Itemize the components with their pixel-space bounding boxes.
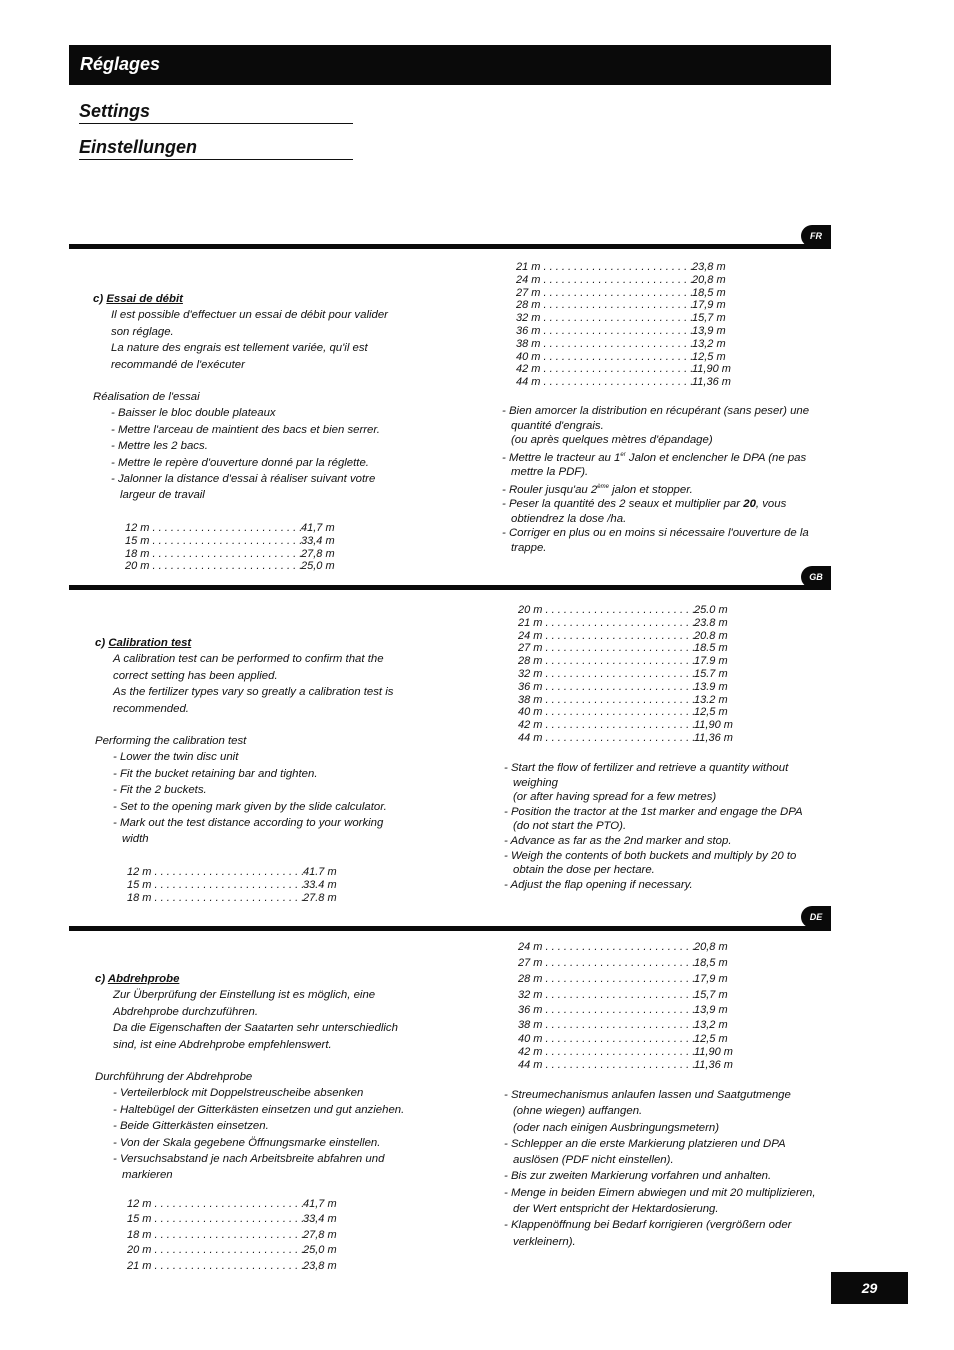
table-row: 28 m . . . 17.9 m [518,655,754,668]
table-row: 18 m . . . 27.8 m [127,892,363,905]
gb-procedure-item: - Set to the opening mark given by the slide calculator. [113,800,387,813]
table-row: 38 m . . . 13,2 m [516,338,752,351]
table-row: 28 m . . . 17,9 m [516,299,752,312]
gb-steps [504,761,816,892]
gb-step: - Start the flow of fertilizer and retrieve a quantity without weighing [504,762,789,789]
fr-intro-line: Il est possible d'effectuer un essai de débit pour valider [111,309,388,322]
table-row: 38 m . . . 13,2 m [518,1018,754,1033]
de-procedure-title: Durchführung der Abdrehprobe [95,1071,253,1084]
section-rule-gb [69,585,831,590]
table-row: 44 m . . . 11,36 m [518,732,754,745]
gb-procedure-item: - Fit the 2 buckets. [113,784,207,797]
fr-steps [502,404,812,556]
table-row: 38 m . . . 13.2 m [518,694,754,707]
table-row: 44 m . . . 11,36 m [516,376,752,389]
gb-intro-line: As the fertilizer types vary so greatly a calibration test is [113,686,394,699]
table-row: 20 m . . . 25,0 m [125,560,361,573]
gb-intro-line: correct setting has been applied. [113,669,278,682]
gb-left-column [95,635,425,848]
fr-intro-line: La nature des engrais est tellement variée, qu'il est [111,342,368,355]
gb-procedure-item: - Lower the twin disc unit [113,751,239,764]
de-procedure-item: - Beide Gitterkästen einsetzen. [113,1120,269,1133]
table-row: 20 m . . . 25,0 m [127,1243,363,1258]
de-procedure-item: - Verteilerblock mit Doppelstreuscheibe absenken [113,1087,364,1100]
de-step: - Menge in beiden Eimern abwiegen und mit 20 multiplizieren, der Wert entspricht der Hektardosierung. [504,1186,816,1216]
fr-table-left [125,522,361,573]
gb-step: - Position the tractor at the 1st marker and engage the DPA (do not start the PTO). [504,805,803,833]
fr-procedure-title: Réalisation de l'essai [93,391,200,404]
fr-step: - Peser la quantité des 2 seaux et multiplier par 20, vous obtiendrez la dose /ha. [502,498,787,525]
table-row: 20 m . . . 25.0 m [518,604,754,617]
de-heading: c) Abdrehprobe [95,973,180,985]
table-row: 15 m . . . 33,4 m [127,1212,363,1227]
table-row: 40 m . . . 12,5 m [518,706,754,719]
de-table-left [127,1197,363,1274]
table-row: 21 m . . . 23,8 m [516,261,752,274]
de-step: - Schlepper an die erste Markierung platzieren und DPA auslösen (PDF nicht einstellen). [504,1137,786,1167]
table-row: 24 m . . . 20.8 m [518,630,754,643]
table-row: 32 m . . . 15,7 m [516,312,752,325]
table-row: 42 m . . . 11,90 m [516,363,752,376]
de-step: - Streumechanismus anlaufen lassen und Saatgutmenge (ohne wiegen) auffangen. [504,1089,791,1118]
table-row: 28 m . . . 17,9 m [518,972,754,987]
gb-step: - Weigh the contents of both buckets and multiply by 20 to obtain the dose per hectare. [504,849,797,877]
header-bar [69,45,831,85]
de-step: - Klappenöffnung bei Bedarf korrigieren (vergrößern oder verkleinern). [504,1219,792,1248]
fr-step: - Bien amorcer la distribution en récupérant (sans peser) une quantité d'engrais. [502,405,810,432]
table-row: 21 m . . . 23,8 m [127,1259,363,1274]
fr-procedure-item: - Mettre l'arceau de maintient des bacs et bien serrer. [111,423,380,436]
fr-step: (ou après quelques mètres d'épandage) [511,434,713,447]
page-title: Réglages [80,54,161,74]
table-row: 18 m . . . 27,8 m [125,548,361,561]
de-procedure-item: - Von der Skala gegebene Öffnungsmarke einstellen. [113,1136,381,1149]
page-number: 29 [831,1272,908,1304]
table-row: 42 m . . . 11,90 m [518,719,754,732]
lang-tab-de: DE [801,906,831,928]
de-intro-line: Zur Überprüfung der Einstellung ist es möglich, eine [113,989,376,1002]
section-rule-de [69,926,831,931]
de-intro-line: Da die Eigenschaften der Saatarten sehr unterschiedlich [113,1022,398,1035]
fr-procedure-item: - Mettre les 2 bacs. [111,440,208,453]
table-row: 18 m . . . 27,8 m [127,1228,363,1243]
fr-step: - Rouler jusqu'au 2ème jalon et stopper. [502,483,693,496]
lang-tab-fr: FR [801,225,831,247]
table-row: 40 m . . . 12,5 m [518,1033,754,1046]
fr-procedure-item: - Mettre le repère d'ouverture donné par la réglette. [111,456,369,469]
table-row: 32 m . . . 15.7 m [518,668,754,681]
table-row: 36 m . . . 13.9 m [518,681,754,694]
de-left-column [95,971,435,1184]
fr-procedure-item: - Baisser le bloc double plateaux [111,407,276,420]
de-steps [504,1087,816,1250]
gb-intro-line: recommended. [113,702,189,715]
gb-table-left [127,866,363,904]
de-step: - Bis zur zweiten Markierung vorfahren und anhalten. [504,1170,772,1183]
table-row: 12 m . . . 41.7 m [127,866,363,879]
lang-tab-gb: GB [801,566,831,588]
fr-intro-line: son réglage. [111,325,174,338]
fr-intro-line: recommandé de l'exécuter [111,358,245,371]
table-row: 24 m . . . 20,8 m [516,274,752,287]
gb-procedure-title: Performing the calibration test [95,735,247,748]
subtitle-settings: Settings [79,100,353,124]
de-intro-line: sind, ist eine Abdrehprobe empfehlenswert. [113,1038,332,1051]
table-row: 40 m . . . 12,5 m [516,351,752,364]
table-row: 12 m . . . 41,7 m [127,1197,363,1212]
table-row: 24 m . . . 20,8 m [518,940,754,955]
table-row: 15 m . . . 33,4 m [125,535,361,548]
gb-table-right [518,604,754,745]
de-procedure-item: - Versuchsabstand je nach Arbeitsbreite abfahren und [113,1153,385,1166]
de-intro-line: Abdrehprobe durchzuführen. [113,1005,259,1018]
section-rule-fr [69,244,831,249]
fr-table-right [516,261,752,389]
table-row: 12 m . . . 41,7 m [125,522,361,535]
subtitle-einstellungen: Einstellungen [79,136,353,160]
fr-step: - Mettre le tracteur au 1er Jalon et enclencher le DPA (ne pas mettre la PDF). [502,451,807,479]
de-procedure-item: markieren [122,1169,173,1182]
table-row: 21 m . . . 23.8 m [518,617,754,630]
table-row: 36 m . . . 13,9 m [518,1003,754,1018]
gb-procedure-item: width [122,833,149,846]
table-row: 32 m . . . 15,7 m [518,988,754,1003]
gb-heading: c) Calibration test [95,637,192,649]
gb-procedure-item: - Mark out the test distance according to your working [113,817,384,830]
fr-left-column [93,291,423,504]
table-row: 27 m . . . 18,5 m [518,956,754,971]
table-row: 27 m . . . 18,5 m [516,287,752,300]
fr-step: - Corriger en plus ou en moins si nécessaire l'ouverture de la trappe. [502,527,809,554]
table-row: 15 m . . . 33.4 m [127,879,363,892]
table-row: 42 m . . . 11,90 m [518,1046,754,1059]
de-step: (oder nach einigen Ausbringungsmetern) [513,1121,719,1134]
table-row: 27 m . . . 18.5 m [518,642,754,655]
fr-procedure-item: - Jalonner la distance d'essai à réaliser suivant votre [111,473,376,486]
fr-procedure-item: largeur de travail [120,489,205,502]
gb-procedure-item: - Fit the bucket retaining bar and tighten. [113,767,318,780]
de-table-right [518,940,754,1072]
gb-step: - Adjust the flap opening if necessary. [504,878,693,891]
table-row: 44 m . . . 11,36 m [518,1059,754,1072]
table-row: 36 m . . . 13,9 m [516,325,752,338]
gb-step: (or after having spread for a few metres) [513,791,717,804]
de-procedure-item: - Haltebügel der Gitterkästen einsetzen und gut anziehen. [113,1103,405,1116]
gb-intro-line: A calibration test can be performed to confirm that the [113,653,384,666]
gb-step: - Advance as far as the 2nd marker and stop. [504,834,732,847]
fr-heading: c) Essai de débit [93,293,183,305]
